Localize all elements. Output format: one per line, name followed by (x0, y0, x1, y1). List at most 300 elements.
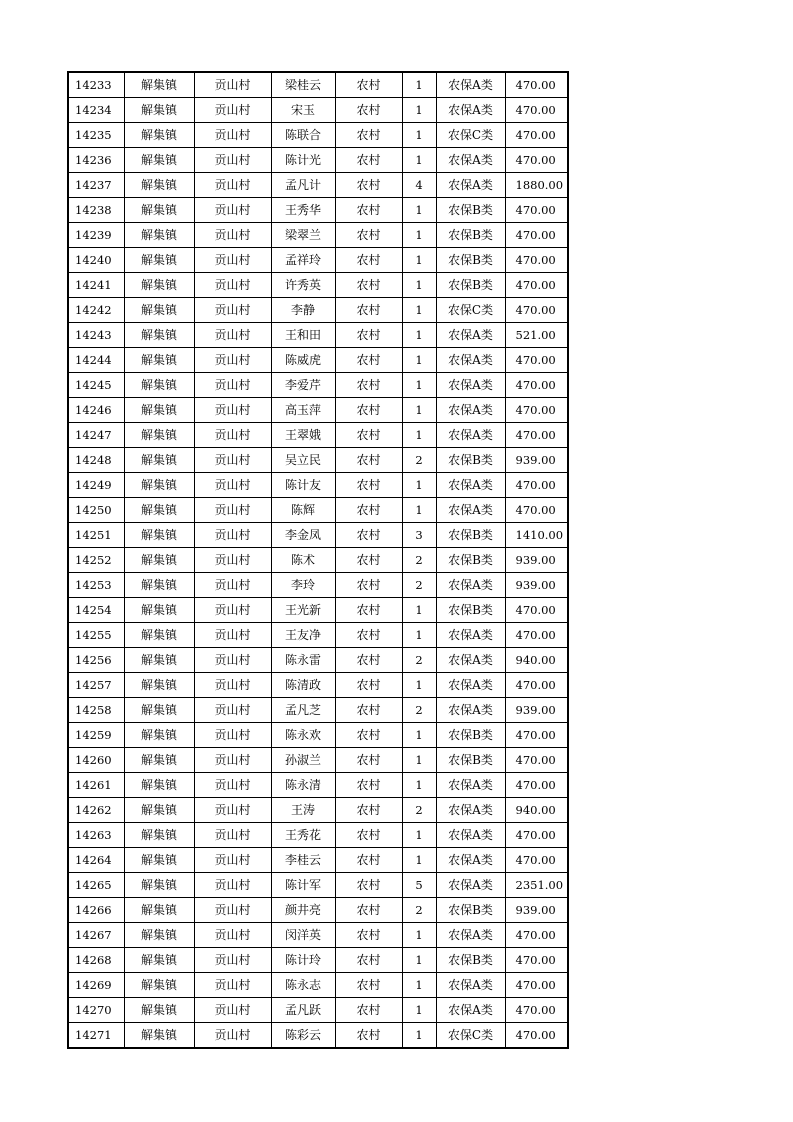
id-cell: 14246 (68, 398, 124, 423)
name-cell: 陈辉 (271, 498, 335, 523)
amount-cell: 470.00 (505, 373, 568, 398)
area-type-cell: 农村 (335, 323, 402, 348)
town-cell: 解集镇 (124, 373, 194, 398)
category-cell: 农保A类 (436, 698, 505, 723)
area-type-cell: 农村 (335, 298, 402, 323)
name-cell: 王涛 (271, 798, 335, 823)
benefit-table (67, 71, 569, 1049)
town-cell: 解集镇 (124, 348, 194, 373)
amount-cell: 470.00 (505, 298, 568, 323)
village-cell: 贡山村 (194, 98, 271, 123)
town-cell: 解集镇 (124, 448, 194, 473)
amount-cell: 470.00 (505, 848, 568, 873)
category-cell: 农保A类 (436, 923, 505, 948)
name-cell: 李玲 (271, 573, 335, 598)
village-cell: 贡山村 (194, 523, 271, 548)
amount-cell: 470.00 (505, 123, 568, 148)
count-cell: 1 (402, 123, 436, 148)
area-type-cell: 农村 (335, 823, 402, 848)
amount-cell: 1880.00 (505, 173, 568, 198)
count-cell: 1 (402, 473, 436, 498)
amount-cell: 939.00 (505, 448, 568, 473)
count-cell: 2 (402, 798, 436, 823)
count-cell: 1 (402, 623, 436, 648)
id-cell: 14263 (68, 823, 124, 848)
id-cell: 14234 (68, 98, 124, 123)
amount-cell: 470.00 (505, 1023, 568, 1049)
category-cell: 农保A类 (436, 473, 505, 498)
area-type-cell: 农村 (335, 72, 402, 98)
amount-cell: 470.00 (505, 973, 568, 998)
town-cell: 解集镇 (124, 223, 194, 248)
village-cell: 贡山村 (194, 123, 271, 148)
name-cell: 孙淑兰 (271, 748, 335, 773)
count-cell: 1 (402, 598, 436, 623)
area-type-cell: 农村 (335, 923, 402, 948)
town-cell: 解集镇 (124, 698, 194, 723)
amount-cell: 470.00 (505, 623, 568, 648)
area-type-cell: 农村 (335, 398, 402, 423)
amount-cell: 470.00 (505, 423, 568, 448)
name-cell: 孟凡芝 (271, 698, 335, 723)
category-cell: 农保A类 (436, 348, 505, 373)
name-cell: 宋玉 (271, 98, 335, 123)
name-cell: 梁翠兰 (271, 223, 335, 248)
count-cell: 1 (402, 723, 436, 748)
amount-cell: 939.00 (505, 698, 568, 723)
amount-cell: 470.00 (505, 673, 568, 698)
count-cell: 1 (402, 398, 436, 423)
category-cell: 农保C类 (436, 123, 505, 148)
amount-cell: 470.00 (505, 998, 568, 1023)
id-cell: 14252 (68, 548, 124, 573)
table-row (68, 273, 568, 298)
table-row (68, 398, 568, 423)
amount-cell: 470.00 (505, 198, 568, 223)
village-cell: 贡山村 (194, 923, 271, 948)
area-type-cell: 农村 (335, 448, 402, 473)
village-cell: 贡山村 (194, 573, 271, 598)
amount-cell: 470.00 (505, 598, 568, 623)
amount-cell: 470.00 (505, 923, 568, 948)
town-cell: 解集镇 (124, 248, 194, 273)
amount-cell: 470.00 (505, 398, 568, 423)
id-cell: 14269 (68, 973, 124, 998)
town-cell: 解集镇 (124, 823, 194, 848)
village-cell: 贡山村 (194, 973, 271, 998)
category-cell: 农保B类 (436, 248, 505, 273)
area-type-cell: 农村 (335, 748, 402, 773)
table-row (68, 148, 568, 173)
id-cell: 14242 (68, 298, 124, 323)
village-cell: 贡山村 (194, 648, 271, 673)
count-cell: 1 (402, 348, 436, 373)
name-cell: 孟凡计 (271, 173, 335, 198)
table-row (68, 648, 568, 673)
table-row (68, 123, 568, 148)
village-cell: 贡山村 (194, 898, 271, 923)
table-row (68, 448, 568, 473)
name-cell: 陈清政 (271, 673, 335, 698)
amount-cell: 940.00 (505, 798, 568, 823)
category-cell: 农保B类 (436, 598, 505, 623)
category-cell: 农保A类 (436, 798, 505, 823)
count-cell: 1 (402, 248, 436, 273)
table-row (68, 423, 568, 448)
amount-cell: 470.00 (505, 823, 568, 848)
table-row (68, 973, 568, 998)
town-cell: 解集镇 (124, 148, 194, 173)
count-cell: 5 (402, 873, 436, 898)
name-cell: 孟祥玲 (271, 248, 335, 273)
name-cell: 孟凡跃 (271, 998, 335, 1023)
count-cell: 1 (402, 498, 436, 523)
id-cell: 14240 (68, 248, 124, 273)
village-cell: 贡山村 (194, 598, 271, 623)
category-cell: 农保A类 (436, 973, 505, 998)
id-cell: 14253 (68, 573, 124, 598)
village-cell: 贡山村 (194, 398, 271, 423)
amount-cell: 470.00 (505, 72, 568, 98)
table-row (68, 873, 568, 898)
amount-cell: 2351.00 (505, 873, 568, 898)
town-cell: 解集镇 (124, 473, 194, 498)
table-row (68, 898, 568, 923)
area-type-cell: 农村 (335, 173, 402, 198)
id-cell: 14233 (68, 72, 124, 98)
table-row (68, 923, 568, 948)
amount-cell: 470.00 (505, 348, 568, 373)
category-cell: 农保A类 (436, 848, 505, 873)
id-cell: 14249 (68, 473, 124, 498)
count-cell: 1 (402, 673, 436, 698)
village-cell: 贡山村 (194, 473, 271, 498)
name-cell: 许秀英 (271, 273, 335, 298)
id-cell: 14256 (68, 648, 124, 673)
amount-cell: 470.00 (505, 498, 568, 523)
name-cell: 高玉萍 (271, 398, 335, 423)
category-cell: 农保A类 (436, 423, 505, 448)
area-type-cell: 农村 (335, 1023, 402, 1049)
count-cell: 1 (402, 198, 436, 223)
village-cell: 贡山村 (194, 548, 271, 573)
town-cell: 解集镇 (124, 923, 194, 948)
name-cell: 陈联合 (271, 123, 335, 148)
count-cell: 1 (402, 748, 436, 773)
amount-cell: 470.00 (505, 98, 568, 123)
id-cell: 14254 (68, 598, 124, 623)
id-cell: 14244 (68, 348, 124, 373)
table-row (68, 848, 568, 873)
id-cell: 14251 (68, 523, 124, 548)
village-cell: 贡山村 (194, 173, 271, 198)
town-cell: 解集镇 (124, 323, 194, 348)
amount-cell: 939.00 (505, 573, 568, 598)
amount-cell: 470.00 (505, 248, 568, 273)
table-row (68, 823, 568, 848)
village-cell: 贡山村 (194, 798, 271, 823)
area-type-cell: 农村 (335, 123, 402, 148)
town-cell: 解集镇 (124, 598, 194, 623)
area-type-cell: 农村 (335, 248, 402, 273)
count-cell: 1 (402, 223, 436, 248)
name-cell: 梁桂云 (271, 72, 335, 98)
id-cell: 14265 (68, 873, 124, 898)
area-type-cell: 农村 (335, 473, 402, 498)
count-cell: 1 (402, 823, 436, 848)
table-row (68, 598, 568, 623)
table-row (68, 348, 568, 373)
id-cell: 14241 (68, 273, 124, 298)
category-cell: 农保A类 (436, 648, 505, 673)
id-cell: 14271 (68, 1023, 124, 1049)
id-cell: 14270 (68, 998, 124, 1023)
town-cell: 解集镇 (124, 298, 194, 323)
category-cell: 农保B类 (436, 898, 505, 923)
count-cell: 1 (402, 848, 436, 873)
category-cell: 农保B类 (436, 948, 505, 973)
table-body (68, 72, 568, 1048)
id-cell: 14255 (68, 623, 124, 648)
village-cell: 贡山村 (194, 998, 271, 1023)
id-cell: 14235 (68, 123, 124, 148)
amount-cell: 470.00 (505, 773, 568, 798)
area-type-cell: 农村 (335, 573, 402, 598)
village-cell: 贡山村 (194, 273, 271, 298)
count-cell: 1 (402, 948, 436, 973)
village-cell: 贡山村 (194, 348, 271, 373)
area-type-cell: 农村 (335, 98, 402, 123)
table-row (68, 72, 568, 98)
name-cell: 陈永清 (271, 773, 335, 798)
table-row (68, 798, 568, 823)
area-type-cell: 农村 (335, 798, 402, 823)
town-cell: 解集镇 (124, 573, 194, 598)
town-cell: 解集镇 (124, 498, 194, 523)
area-type-cell: 农村 (335, 348, 402, 373)
count-cell: 4 (402, 173, 436, 198)
table-row (68, 548, 568, 573)
village-cell: 贡山村 (194, 298, 271, 323)
town-cell: 解集镇 (124, 848, 194, 873)
village-cell: 贡山村 (194, 773, 271, 798)
village-cell: 贡山村 (194, 823, 271, 848)
amount-cell: 470.00 (505, 748, 568, 773)
id-cell: 14245 (68, 373, 124, 398)
name-cell: 王和田 (271, 323, 335, 348)
category-cell: 农保C类 (436, 298, 505, 323)
table-row (68, 298, 568, 323)
name-cell: 陈永志 (271, 973, 335, 998)
name-cell: 陈术 (271, 548, 335, 573)
table-row (68, 573, 568, 598)
name-cell: 王翠娥 (271, 423, 335, 448)
village-cell: 贡山村 (194, 323, 271, 348)
area-type-cell: 农村 (335, 148, 402, 173)
amount-cell: 470.00 (505, 948, 568, 973)
table-row (68, 698, 568, 723)
count-cell: 1 (402, 773, 436, 798)
amount-cell: 939.00 (505, 548, 568, 573)
town-cell: 解集镇 (124, 673, 194, 698)
area-type-cell: 农村 (335, 273, 402, 298)
amount-cell: 939.00 (505, 898, 568, 923)
table-row (68, 723, 568, 748)
area-type-cell: 农村 (335, 548, 402, 573)
count-cell: 1 (402, 998, 436, 1023)
amount-cell: 521.00 (505, 323, 568, 348)
id-cell: 14238 (68, 198, 124, 223)
name-cell: 吴立民 (271, 448, 335, 473)
area-type-cell: 农村 (335, 223, 402, 248)
amount-cell: 940.00 (505, 648, 568, 673)
category-cell: 农保A类 (436, 498, 505, 523)
amount-cell: 1410.00 (505, 523, 568, 548)
category-cell: 农保A类 (436, 673, 505, 698)
area-type-cell: 农村 (335, 673, 402, 698)
area-type-cell: 农村 (335, 973, 402, 998)
village-cell: 贡山村 (194, 148, 271, 173)
id-cell: 14257 (68, 673, 124, 698)
amount-cell: 470.00 (505, 223, 568, 248)
id-cell: 14243 (68, 323, 124, 348)
area-type-cell: 农村 (335, 198, 402, 223)
town-cell: 解集镇 (124, 873, 194, 898)
name-cell: 李静 (271, 298, 335, 323)
area-type-cell: 农村 (335, 598, 402, 623)
table-row (68, 223, 568, 248)
id-cell: 14260 (68, 748, 124, 773)
table-row (68, 173, 568, 198)
category-cell: 农保B类 (436, 723, 505, 748)
category-cell: 农保B类 (436, 198, 505, 223)
name-cell: 陈计光 (271, 148, 335, 173)
category-cell: 农保A类 (436, 998, 505, 1023)
name-cell: 李桂云 (271, 848, 335, 873)
area-type-cell: 农村 (335, 623, 402, 648)
area-type-cell: 农村 (335, 898, 402, 923)
category-cell: 农保C类 (436, 1023, 505, 1049)
area-type-cell: 农村 (335, 723, 402, 748)
id-cell: 14250 (68, 498, 124, 523)
count-cell: 2 (402, 898, 436, 923)
town-cell: 解集镇 (124, 273, 194, 298)
table-row (68, 623, 568, 648)
name-cell: 王秀花 (271, 823, 335, 848)
town-cell: 解集镇 (124, 1023, 194, 1049)
table-row (68, 948, 568, 973)
area-type-cell: 农村 (335, 873, 402, 898)
table-row (68, 198, 568, 223)
amount-cell: 470.00 (505, 273, 568, 298)
area-type-cell: 农村 (335, 498, 402, 523)
category-cell: 农保A类 (436, 573, 505, 598)
category-cell: 农保A类 (436, 98, 505, 123)
table-row (68, 773, 568, 798)
id-cell: 14239 (68, 223, 124, 248)
id-cell: 14258 (68, 698, 124, 723)
table-row (68, 323, 568, 348)
town-cell: 解集镇 (124, 548, 194, 573)
id-cell: 14259 (68, 723, 124, 748)
town-cell: 解集镇 (124, 798, 194, 823)
category-cell: 农保A类 (436, 873, 505, 898)
id-cell: 14248 (68, 448, 124, 473)
name-cell: 闵洋英 (271, 923, 335, 948)
area-type-cell: 农村 (335, 773, 402, 798)
count-cell: 1 (402, 72, 436, 98)
category-cell: 农保A类 (436, 398, 505, 423)
village-cell: 贡山村 (194, 72, 271, 98)
town-cell: 解集镇 (124, 648, 194, 673)
name-cell: 王秀华 (271, 198, 335, 223)
table-row (68, 998, 568, 1023)
amount-cell: 470.00 (505, 148, 568, 173)
id-cell: 14236 (68, 148, 124, 173)
id-cell: 14237 (68, 173, 124, 198)
town-cell: 解集镇 (124, 98, 194, 123)
count-cell: 1 (402, 273, 436, 298)
town-cell: 解集镇 (124, 973, 194, 998)
name-cell: 陈永欢 (271, 723, 335, 748)
town-cell: 解集镇 (124, 623, 194, 648)
category-cell: 农保A类 (436, 173, 505, 198)
area-type-cell: 农村 (335, 423, 402, 448)
count-cell: 1 (402, 423, 436, 448)
category-cell: 农保B类 (436, 548, 505, 573)
count-cell: 2 (402, 648, 436, 673)
category-cell: 农保B类 (436, 223, 505, 248)
id-cell: 14264 (68, 848, 124, 873)
town-cell: 解集镇 (124, 123, 194, 148)
table-row (68, 248, 568, 273)
name-cell: 陈永雷 (271, 648, 335, 673)
id-cell: 14268 (68, 948, 124, 973)
village-cell: 贡山村 (194, 948, 271, 973)
name-cell: 李爱芹 (271, 373, 335, 398)
name-cell: 陈计玲 (271, 948, 335, 973)
village-cell: 贡山村 (194, 673, 271, 698)
name-cell: 颜井亮 (271, 898, 335, 923)
category-cell: 农保B类 (436, 523, 505, 548)
category-cell: 农保A类 (436, 373, 505, 398)
area-type-cell: 农村 (335, 848, 402, 873)
area-type-cell: 农村 (335, 373, 402, 398)
village-cell: 贡山村 (194, 623, 271, 648)
town-cell: 解集镇 (124, 198, 194, 223)
category-cell: 农保B类 (436, 273, 505, 298)
count-cell: 1 (402, 923, 436, 948)
count-cell: 1 (402, 373, 436, 398)
name-cell: 陈威虎 (271, 348, 335, 373)
category-cell: 农保A类 (436, 72, 505, 98)
town-cell: 解集镇 (124, 72, 194, 98)
town-cell: 解集镇 (124, 723, 194, 748)
count-cell: 1 (402, 298, 436, 323)
id-cell: 14262 (68, 798, 124, 823)
town-cell: 解集镇 (124, 898, 194, 923)
name-cell: 王光新 (271, 598, 335, 623)
area-type-cell: 农村 (335, 648, 402, 673)
name-cell: 李金凤 (271, 523, 335, 548)
id-cell: 14266 (68, 898, 124, 923)
count-cell: 1 (402, 973, 436, 998)
id-cell: 14261 (68, 773, 124, 798)
area-type-cell: 农村 (335, 998, 402, 1023)
name-cell: 王友净 (271, 623, 335, 648)
area-type-cell: 农村 (335, 523, 402, 548)
category-cell: 农保A类 (436, 823, 505, 848)
